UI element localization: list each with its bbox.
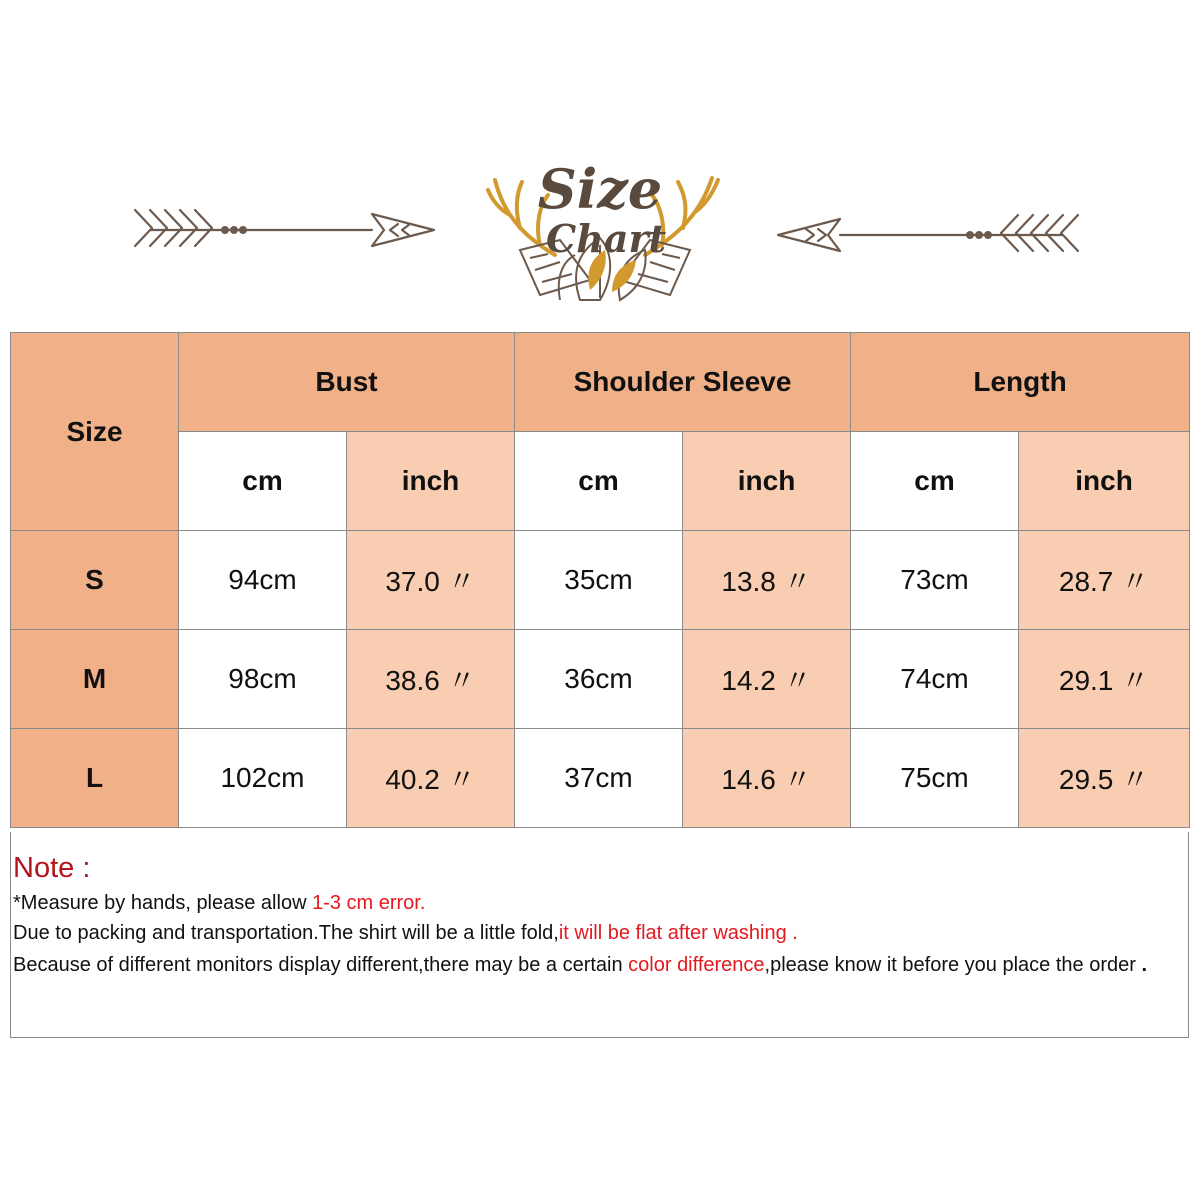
table-cell: 40.2 〃 [347,729,515,828]
header-row-units [11,432,1190,531]
logo-line1: Size [537,157,663,221]
table-cell: 29.5 〃 [1019,729,1190,828]
table-cell: 94cm [179,531,347,630]
note-highlight: color difference [628,954,765,976]
table-row [11,531,1190,630]
table-cell: 14.2 〃 [683,630,851,729]
note-title: Note : [13,852,91,884]
header-row-groups [11,333,1190,432]
size-label: M [11,630,179,729]
note-line-color [13,948,1188,982]
table-row [11,729,1190,828]
table-cell: 37.0 〃 [347,531,515,630]
group-header-length: Length [851,333,1190,432]
note-highlight: it will be flat after washing . [558,922,798,944]
unit-header-bust-inch: inch [347,432,515,531]
note-line-fold [13,918,1188,948]
note-highlight: 1-3 cm error. [312,892,426,914]
table-cell: 74cm [851,630,1019,729]
left-arrow-icon [135,210,434,246]
note-text: . [1135,954,1148,976]
table-cell: 29.1 〃 [1019,630,1190,729]
note-text: ,please know it before you place the order [764,954,1136,976]
table-cell: 13.8 〃 [683,531,851,630]
size-label: L [11,729,179,828]
logo-line2: Chart [545,216,667,261]
right-arrow-dots [966,231,992,239]
group-header-shoulder-sleeve: Shoulder Sleeve [515,333,851,432]
left-arrow-dots [221,226,247,234]
table-cell: 75cm [851,729,1019,828]
table-cell: 98cm [179,630,347,729]
table-cell: 38.6 〃 [347,630,515,729]
unit-header-length-cm: cm [851,432,1019,531]
table-row [11,630,1190,729]
header-graphics [0,0,1200,330]
size-header: Size [11,333,179,531]
note-text: Due to packing and transportation.The shirt will be a little fold, [13,922,559,944]
right-arrow-icon [778,215,1078,251]
table-cell: 28.7 〃 [1019,531,1190,630]
table-cell: 36cm [515,630,683,729]
table-cell: 37cm [515,729,683,828]
table-cell: 73cm [851,531,1019,630]
unit-header-shoulder-inch: inch [683,432,851,531]
note-text: Because of different monitors display different,there may be a certain [13,954,629,976]
size-chart-table [10,332,1190,828]
table-cell: 35cm [515,531,683,630]
note-text: *Measure by hands, please allow [13,892,313,914]
table-cell: 102cm [179,729,347,828]
unit-header-length-inch: inch [1019,432,1190,531]
size-label: S [11,531,179,630]
note-line-measure [13,888,1188,918]
size-chart-header [0,0,1200,330]
table-cell: 14.6 〃 [683,729,851,828]
note-box [10,832,1189,1038]
group-header-bust: Bust [179,333,515,432]
unit-header-shoulder-cm: cm [515,432,683,531]
unit-header-bust-cm: cm [179,432,347,531]
